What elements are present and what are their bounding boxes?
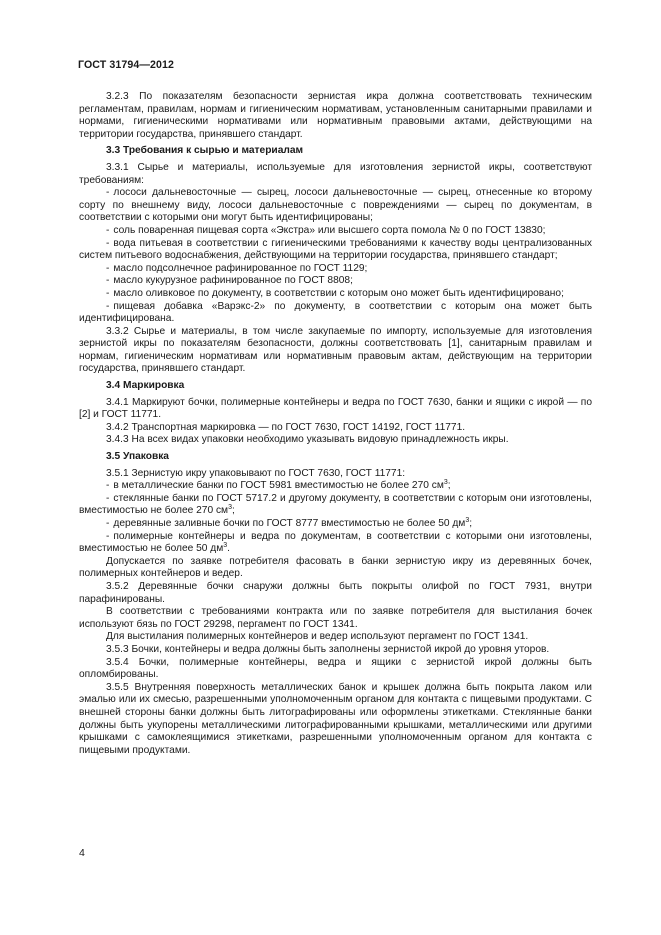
list-item: - пищевая добавка «Варэкс-2» по документу, в соответствии с которым она может быть идентифицирована. xyxy=(79,300,592,325)
superscript: 3 xyxy=(465,517,470,524)
paragraph-lining: Для выстилания полимерных контейнеров и ведер используют пергамент по ГОСТ 1341. xyxy=(106,631,529,643)
list-item: - лососи дальневосточные — сырец, лососи дальневосточные — сырец, отнесенные ко второму сорту по внешнему виду, лососи дальневосточные с повреждениями — сырец по документам, в соответствии с которыми они могут быть идентифицированы; xyxy=(79,187,592,224)
document-header: ГОСТ 31794—2012 xyxy=(78,59,175,71)
section-heading-3-3: 3.3 Требования к сырью и материалам xyxy=(106,145,304,157)
section-heading-3-4: 3.4 Маркировка xyxy=(106,380,185,392)
list-item: - масло подсолнечное рафинированное по ГОСТ 1129; xyxy=(106,262,368,274)
list-item-text: деревянные заливные бочки по ГОСТ 8777 вместимостью не более 50 дм xyxy=(113,518,466,529)
paragraph-3-5-4: 3.5.4 Бочки, полимерные контейнеры, ведра и ящики с зернистой икрой должны быть опломбированы. xyxy=(79,656,592,681)
list-item: - деревянные заливные бочки по ГОСТ 8777 вместимостью не более 50 $дм^3$; xyxy=(106,517,473,529)
list-item-text: стеклянные банки по ГОСТ 5717.2 и другому документу, в соответствии с которым они изготовлены, вместимостью не более 270 см xyxy=(79,492,592,517)
list-item-text: масло кукурузное рафинированное по ГОСТ 8808; xyxy=(113,275,353,287)
paragraph-allowed: Допускается по заявке потребителя фасовать в банки зернистую икру из деревянных бочек, полимерных контейнеров и ведер. xyxy=(79,555,592,580)
paragraph-3-4-2: 3.4.2 Транспортная маркировка — по ГОСТ 7630, ГОСТ 14192, ГОСТ 11771. xyxy=(106,421,466,433)
list-item-text: соль поваренная пищевая сорта «Экстра» или высшего сорта помола № 0 по ГОСТ 13830; xyxy=(113,224,546,236)
list-item-text: пищевая добавка «Варэкс-2» по документу, в соответствии с которым она может быть идентифицирована. xyxy=(79,300,592,325)
list-item-tail: . xyxy=(227,543,230,555)
list-item-tail: ; xyxy=(469,518,473,529)
superscript: 3 xyxy=(443,479,448,487)
list-item-tail: ; xyxy=(447,480,451,492)
paragraph-3-5-1: 3.5.1 Зернистую икру упаковывают по ГОСТ 7630, ГОСТ 11771: xyxy=(106,467,406,479)
paragraph-3-5-2: 3.5.2 Деревянные бочки снаружи должны быть покрыты олифой по ГОСТ 7931, внутри парафинированы. xyxy=(79,580,592,605)
paragraph-3-5-3: 3.5.3 Бочки, контейнеры и ведра должны быть заполнены зернистой икрой до уровня уторов. xyxy=(106,643,550,655)
list-item-text: полимерные контейнеры и ведра по документам, в соответствии с которыми они изготовлены, вместимостью не более 50 дм xyxy=(79,530,592,555)
list-item: - масло кукурузное рафинированное по ГОСТ 8808; xyxy=(106,275,353,287)
list-item: - стеклянные банки по ГОСТ 5717.2 и другому документу, в соответствии с которым они изготовлены, вместимостью не более 270 $см^3$; xyxy=(79,492,592,517)
list-item-text: масло подсолнечное рафинированное по ГОСТ 1129; xyxy=(113,262,368,274)
list-item-tail: ; xyxy=(231,505,235,517)
list-item: - вода питьевая в соответствии с гигиеническими требованиями к качеству воды централизованных систем питьевого водоснабжения, действующими на территории государства, принявшего стандарт; xyxy=(79,237,592,262)
list-item: - масло оливковое по документу, в соответствии с которым оно может быть идентифицировано; xyxy=(106,287,564,299)
list-item: - соль поваренная пищевая сорта «Экстра» или высшего сорта помола № 0 по ГОСТ 13830; xyxy=(106,224,546,236)
list-item-text: в металлические банки по ГОСТ 5981 вместимостью не более 270 см xyxy=(113,480,444,492)
superscript: 3 xyxy=(223,542,228,550)
paragraph-3-4-3: 3.4.3 На всех видах упаковки необходимо указывать видовую принадлежность икры. xyxy=(106,434,509,446)
list-item-text: вода питьевая в соответствии с гигиеническими требованиями к качеству воды централизованных систем питьевого водоснабжения, действующими на территории государства, принявшего стандарт; xyxy=(79,237,592,262)
paragraph-3-3-1: 3.3.1 Сырье и материалы, используемые для изготовления зернистой икры, соответствуют требованиям: xyxy=(79,161,592,186)
document-body xyxy=(79,91,592,757)
superscript: 3 xyxy=(228,504,232,512)
list-item-text: лососи дальневосточные — сырец, лососи дальневосточные — сырец, отнесенные ко второму сорту по внешнему виду, лососи дальневосточные с повреждениями — сырец по документам, в соответствии с которыми они могут быть идентифицированы; xyxy=(79,187,592,224)
paragraph-3-2-3: 3.2.3 По показателям безопасности зернистая икра должна соответствовать техническим регламентам, правилам, нормам и гигиеническим нормативам, установленным санитарными правилами и нормами, гигиеническими нормативами или нормативным правовыми актами, действующими на территории государства, принявшего стандарт. xyxy=(79,91,592,140)
page-number: 4 xyxy=(79,847,85,859)
list-item: - в металлические банки по ГОСТ 5981 вместимостью не более 270 $см^3$; xyxy=(106,479,451,492)
list-item: - полимерные контейнеры и ведра по документам, в соответствии с которыми они изготовлены, вместимостью не более 50 $дм^3$. xyxy=(79,530,592,555)
paragraph-3-5-5: 3.5.5 Внутренняя поверхность металлических банок и крышек должна быть покрыта лаком или эмалью или их смесью, разрешенными уполномоченным органом для контакта с пищевыми продуктами. С внешней стороны банки должны быть литографированы или оформлены этикетками. Стеклянные банки должны быть укупорены металлическими литографированными крышками, металлическими или другими крышками с самоклеящимися этикетками, разрешенными уполномоченным органом для контакта с пищевыми продуктами. xyxy=(79,681,592,756)
paragraph-3-4-1: 3.4.1 Маркируют бочки, полимерные контейнеры и ведра по ГОСТ 7630, банки и ящики с икрой — по [2] и ГОСТ 11771. xyxy=(79,396,592,421)
section-heading-3-5: 3.5 Упаковка xyxy=(106,451,169,463)
list-item-text: масло оливковое по документу, в соответствии с которым оно может быть идентифицировано; xyxy=(113,287,564,299)
paragraph-3-3-2: 3.3.2 Сырье и материалы, в том числе закупаемые по импорту, используемые для изготовления зернистой икры по показателям безопасности, должны соответствовать [1], санитарным правилам и нормам, гигиеническим нормативам или нормативным правовым актам, действующим на территории государства, принявшего стандарт. xyxy=(79,325,592,375)
paragraph-contract: В соответствии с требованиями контракта или по заявке потребителя для выстилания бочек используют бязь по ГОСТ 29298, пергамент по ГОСТ 1341. xyxy=(79,606,592,630)
